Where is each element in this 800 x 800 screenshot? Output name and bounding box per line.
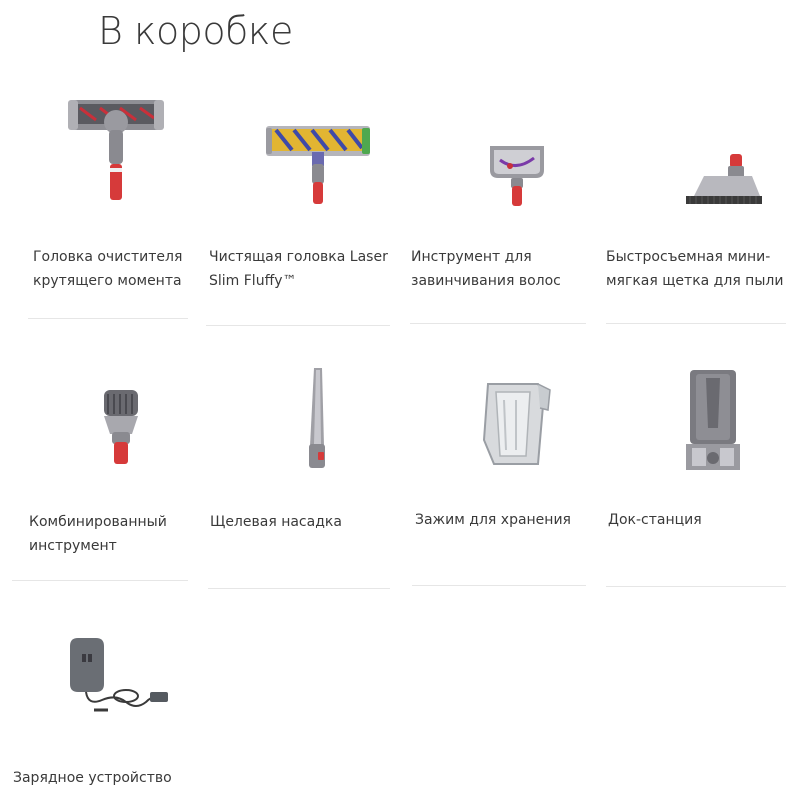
charger-icon: [66, 636, 172, 716]
item-label: Быстросъемная мини- мягкая щетка для пыли: [606, 249, 784, 289]
storage-clip-icon: [478, 380, 554, 468]
item-label: Инструмент для завинчивания волос: [411, 249, 561, 289]
laser-slim-fluffy-head-icon: [266, 124, 370, 206]
item-divider: [410, 323, 586, 324]
item-label: Чистящая головка Laser Slim Fluffy™: [209, 249, 388, 289]
item-label: Щелевая насадка: [210, 514, 342, 530]
torque-cleaner-head-icon: [66, 96, 166, 204]
crevice-tool-icon: [306, 366, 328, 470]
item-label: Комбинированный инструмент: [29, 514, 167, 554]
item-divider: [412, 585, 586, 586]
dock-station-icon: [686, 368, 740, 472]
item-divider: [606, 586, 786, 587]
combination-tool-icon: [100, 388, 142, 466]
section-title: В коробке: [98, 9, 293, 53]
item-label: Головка очистителя крутящего момента: [33, 249, 183, 289]
hair-screw-tool-icon: [486, 140, 548, 208]
item-label: Док-станция: [608, 512, 702, 528]
item-divider: [12, 580, 188, 581]
item-label: Зарядное устройство: [13, 770, 172, 786]
mini-soft-dusting-brush-icon: [684, 152, 764, 206]
item-divider: [606, 323, 786, 324]
item-divider: [28, 318, 188, 319]
item-divider: [208, 588, 390, 589]
item-divider: [206, 325, 390, 326]
item-label: Зажим для хранения: [415, 512, 571, 528]
